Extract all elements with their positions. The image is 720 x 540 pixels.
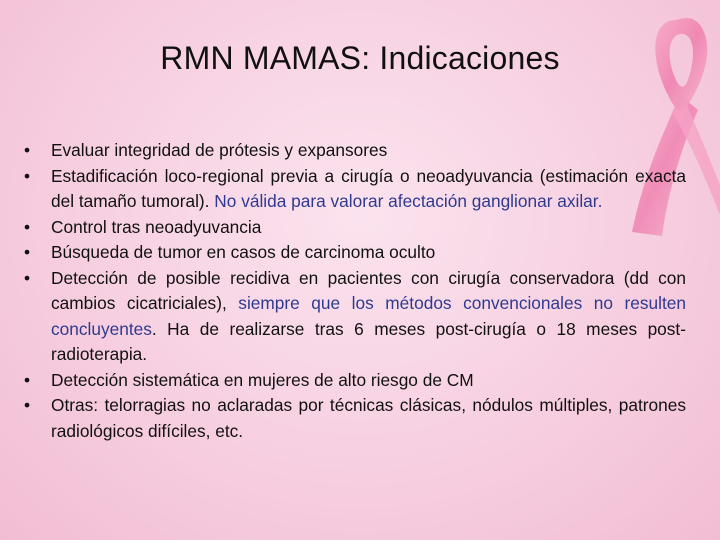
bullet-marker: • — [24, 140, 31, 160]
highlight-text: siempre que los métodos convencionales no resulten concluyentes — [51, 293, 686, 339]
bullet-marker: • — [24, 242, 31, 262]
highlight-text: No válida para valorar afectación ganglionar axilar. — [214, 191, 603, 211]
bullet-marker: • — [24, 165, 31, 186]
bullet-marker: • — [24, 216, 31, 237]
list-item: • Estadificación loco-regional previa a cirugía o neoadyuvancia (estimación exacta del tamaño tumoral). No válida para valorar afectación ganglionar axilar. — [24, 165, 686, 211]
list-item: • Otras: telorragias no aclaradas por técnicas clásicas, nódulos múltiples, patrones radiológicos difíciles, etc. — [24, 395, 686, 441]
list-item: • Evaluar integridad de prótesis y expansores — [24, 138, 686, 164]
slide-title: RMN MAMAS: Indicaciones — [160, 40, 560, 76]
bullet-marker: • — [24, 395, 31, 415]
bullet-marker: • — [24, 267, 31, 288]
list-item: • Búsqueda de tumor en casos de carcinoma oculto — [24, 240, 686, 266]
list-item: • Detección de posible recidiva en pacientes con cirugía conservadora (dd con cambios cicatriciales), siempre que los métodos convencionales no resulten concluyentes. Ha de realizarse tras 6 meses post-cirugía o 18 meses post-radioterapia. — [24, 267, 686, 364]
list-item: • Control tras neoadyuvancia — [24, 215, 686, 241]
list-item: • Detección sistemática en mujeres de alto riesgo de CM — [24, 368, 686, 394]
bullet-list — [24, 138, 686, 444]
bullet-marker: • — [24, 369, 31, 390]
